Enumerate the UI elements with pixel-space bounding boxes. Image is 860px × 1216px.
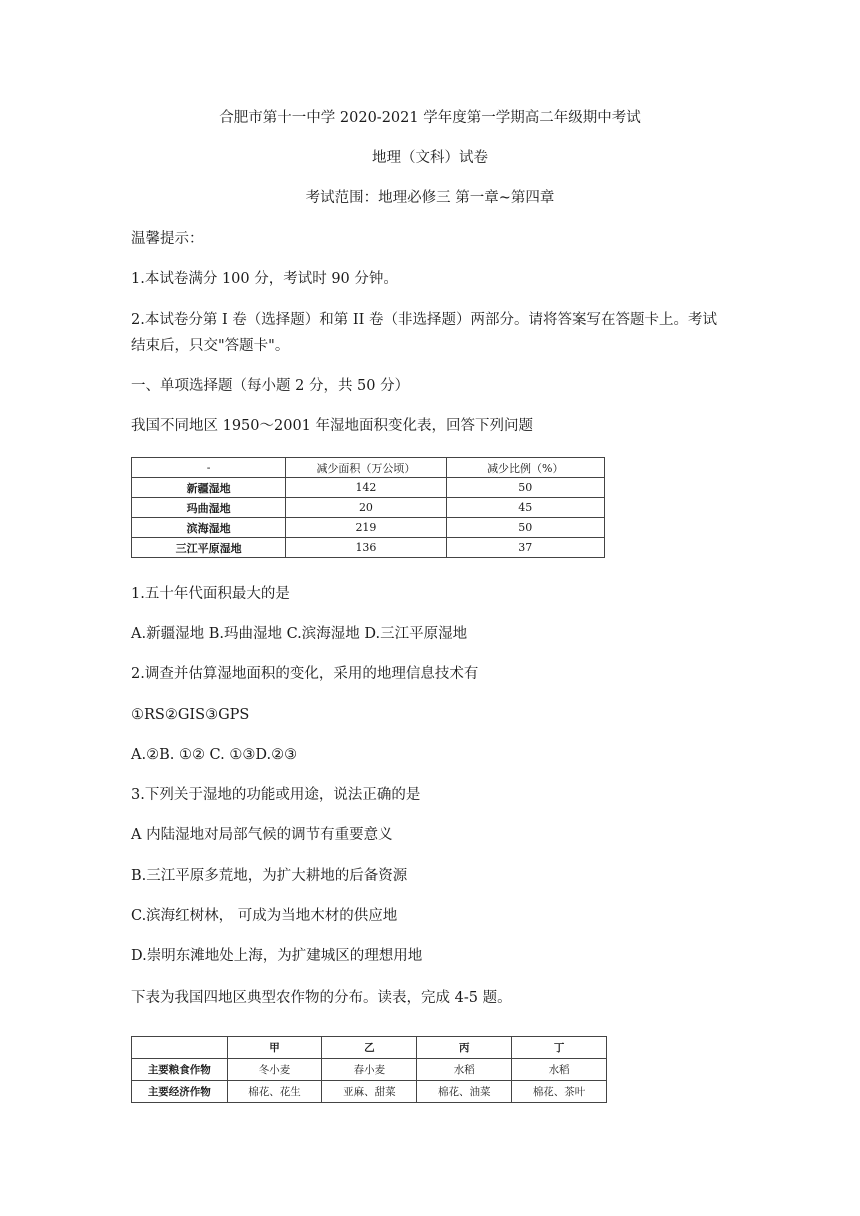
table-row xyxy=(132,1059,607,1081)
table-cell: 滨海湿地 xyxy=(132,518,286,538)
table-cell: 玛曲湿地 xyxy=(132,498,286,518)
table-cell: 水稻 xyxy=(417,1059,512,1081)
crop-table xyxy=(131,1036,607,1103)
table-cell: 50 xyxy=(446,518,604,538)
exam-scope: 考试范围：地理必修三 第一章~第四章 xyxy=(305,190,555,206)
question-2: 2.调查并估算湿地面积的变化，采用的地理信息技术有 xyxy=(131,666,479,682)
table-cell: 春小麦 xyxy=(322,1059,417,1081)
exam-subtitle: 地理（文科）试卷 xyxy=(372,150,488,166)
table-cell: 棉花、油菜 xyxy=(417,1081,512,1103)
question-1: 1.五十年代面积最大的是 xyxy=(131,586,290,602)
table-cell: 水稻 xyxy=(512,1059,607,1081)
section-title: 一、单项选择题（每小题 2 分，共 50 分） xyxy=(131,378,410,394)
table-cell: 219 xyxy=(286,518,446,538)
questions-4-5-intro: 下表为我国四地区典型农作物的分布。读表，完成 4-5 题。 xyxy=(131,990,512,1006)
table-cell: 棉花、茶叶 xyxy=(512,1081,607,1103)
table-row xyxy=(132,538,605,558)
table-row xyxy=(132,1081,607,1103)
table-header-row xyxy=(132,458,605,478)
table-cell: 50 xyxy=(446,478,604,498)
table-cell: 主要粮食作物 xyxy=(132,1059,228,1081)
table-row xyxy=(132,498,605,518)
table-header-row xyxy=(132,1037,607,1059)
table-header-cell xyxy=(132,1037,228,1059)
table-cell: 冬小麦 xyxy=(227,1059,322,1081)
table-header-cell: 甲 xyxy=(227,1037,322,1059)
table-cell: 棉花、花生 xyxy=(227,1081,322,1103)
table-cell: 37 xyxy=(446,538,604,558)
tip-item-2-line2: 结束后，只交"答题卡"。 xyxy=(131,338,290,354)
table-header-cell: 减少比例（%） xyxy=(446,458,604,478)
table-header-cell: 减少面积（万公顷） xyxy=(286,458,446,478)
question-1-options: A.新疆湿地 B.玛曲湿地 C.滨海湿地 D.三江平原湿地 xyxy=(131,626,468,642)
question-2-items: ①RS②GIS③GPS xyxy=(131,707,250,723)
question-3: 3.下列关于湿地的功能或用途，说法正确的是 xyxy=(131,787,421,803)
tips-title: 温馨提示： xyxy=(131,231,204,247)
table-header-cell: 丁 xyxy=(512,1037,607,1059)
table-row xyxy=(132,518,605,538)
table-header-cell: 乙 xyxy=(322,1037,417,1059)
wetland-table xyxy=(131,457,605,558)
table-cell: 45 xyxy=(446,498,604,518)
section-intro: 我国不同地区 1950～2001 年湿地面积变化表，回答下列问题 xyxy=(131,418,534,434)
question-3-option-b: B.三江平原多荒地，为扩大耕地的后备资源 xyxy=(131,868,408,884)
table-header-cell: - xyxy=(132,458,286,478)
table-cell: 136 xyxy=(286,538,446,558)
tip-item-2-line1: 2.本试卷分第 I 卷（选择题）和第 II 卷（非选择题）两部分。请将答案写在答题卡上。考试 xyxy=(131,312,717,328)
table-cell: 20 xyxy=(286,498,446,518)
table-cell: 主要经济作物 xyxy=(132,1081,228,1103)
table-cell: 亚麻、甜菜 xyxy=(322,1081,417,1103)
table-cell: 三江平原湿地 xyxy=(132,538,286,558)
tip-item-1: 1.本试卷满分 100 分，考试时 90 分钟。 xyxy=(131,271,398,287)
question-3-option-d: D.崇明东滩地处上海，为扩建城区的理想用地 xyxy=(131,948,423,964)
question-3-option-a: A 内陆湿地对局部气候的调节有重要意义 xyxy=(131,827,393,843)
table-header-cell: 丙 xyxy=(417,1037,512,1059)
question-2-options: A.②B. ①② C. ①③D.②③ xyxy=(131,747,298,763)
question-3-option-c: C.滨海红树林， 可成为当地木材的供应地 xyxy=(131,908,398,924)
table-row xyxy=(132,478,605,498)
exam-title: 合肥市第十一中学 2020-2021 学年度第一学期高二年级期中考试 xyxy=(219,110,641,126)
table-cell: 142 xyxy=(286,478,446,498)
table-cell: 新疆湿地 xyxy=(132,478,286,498)
